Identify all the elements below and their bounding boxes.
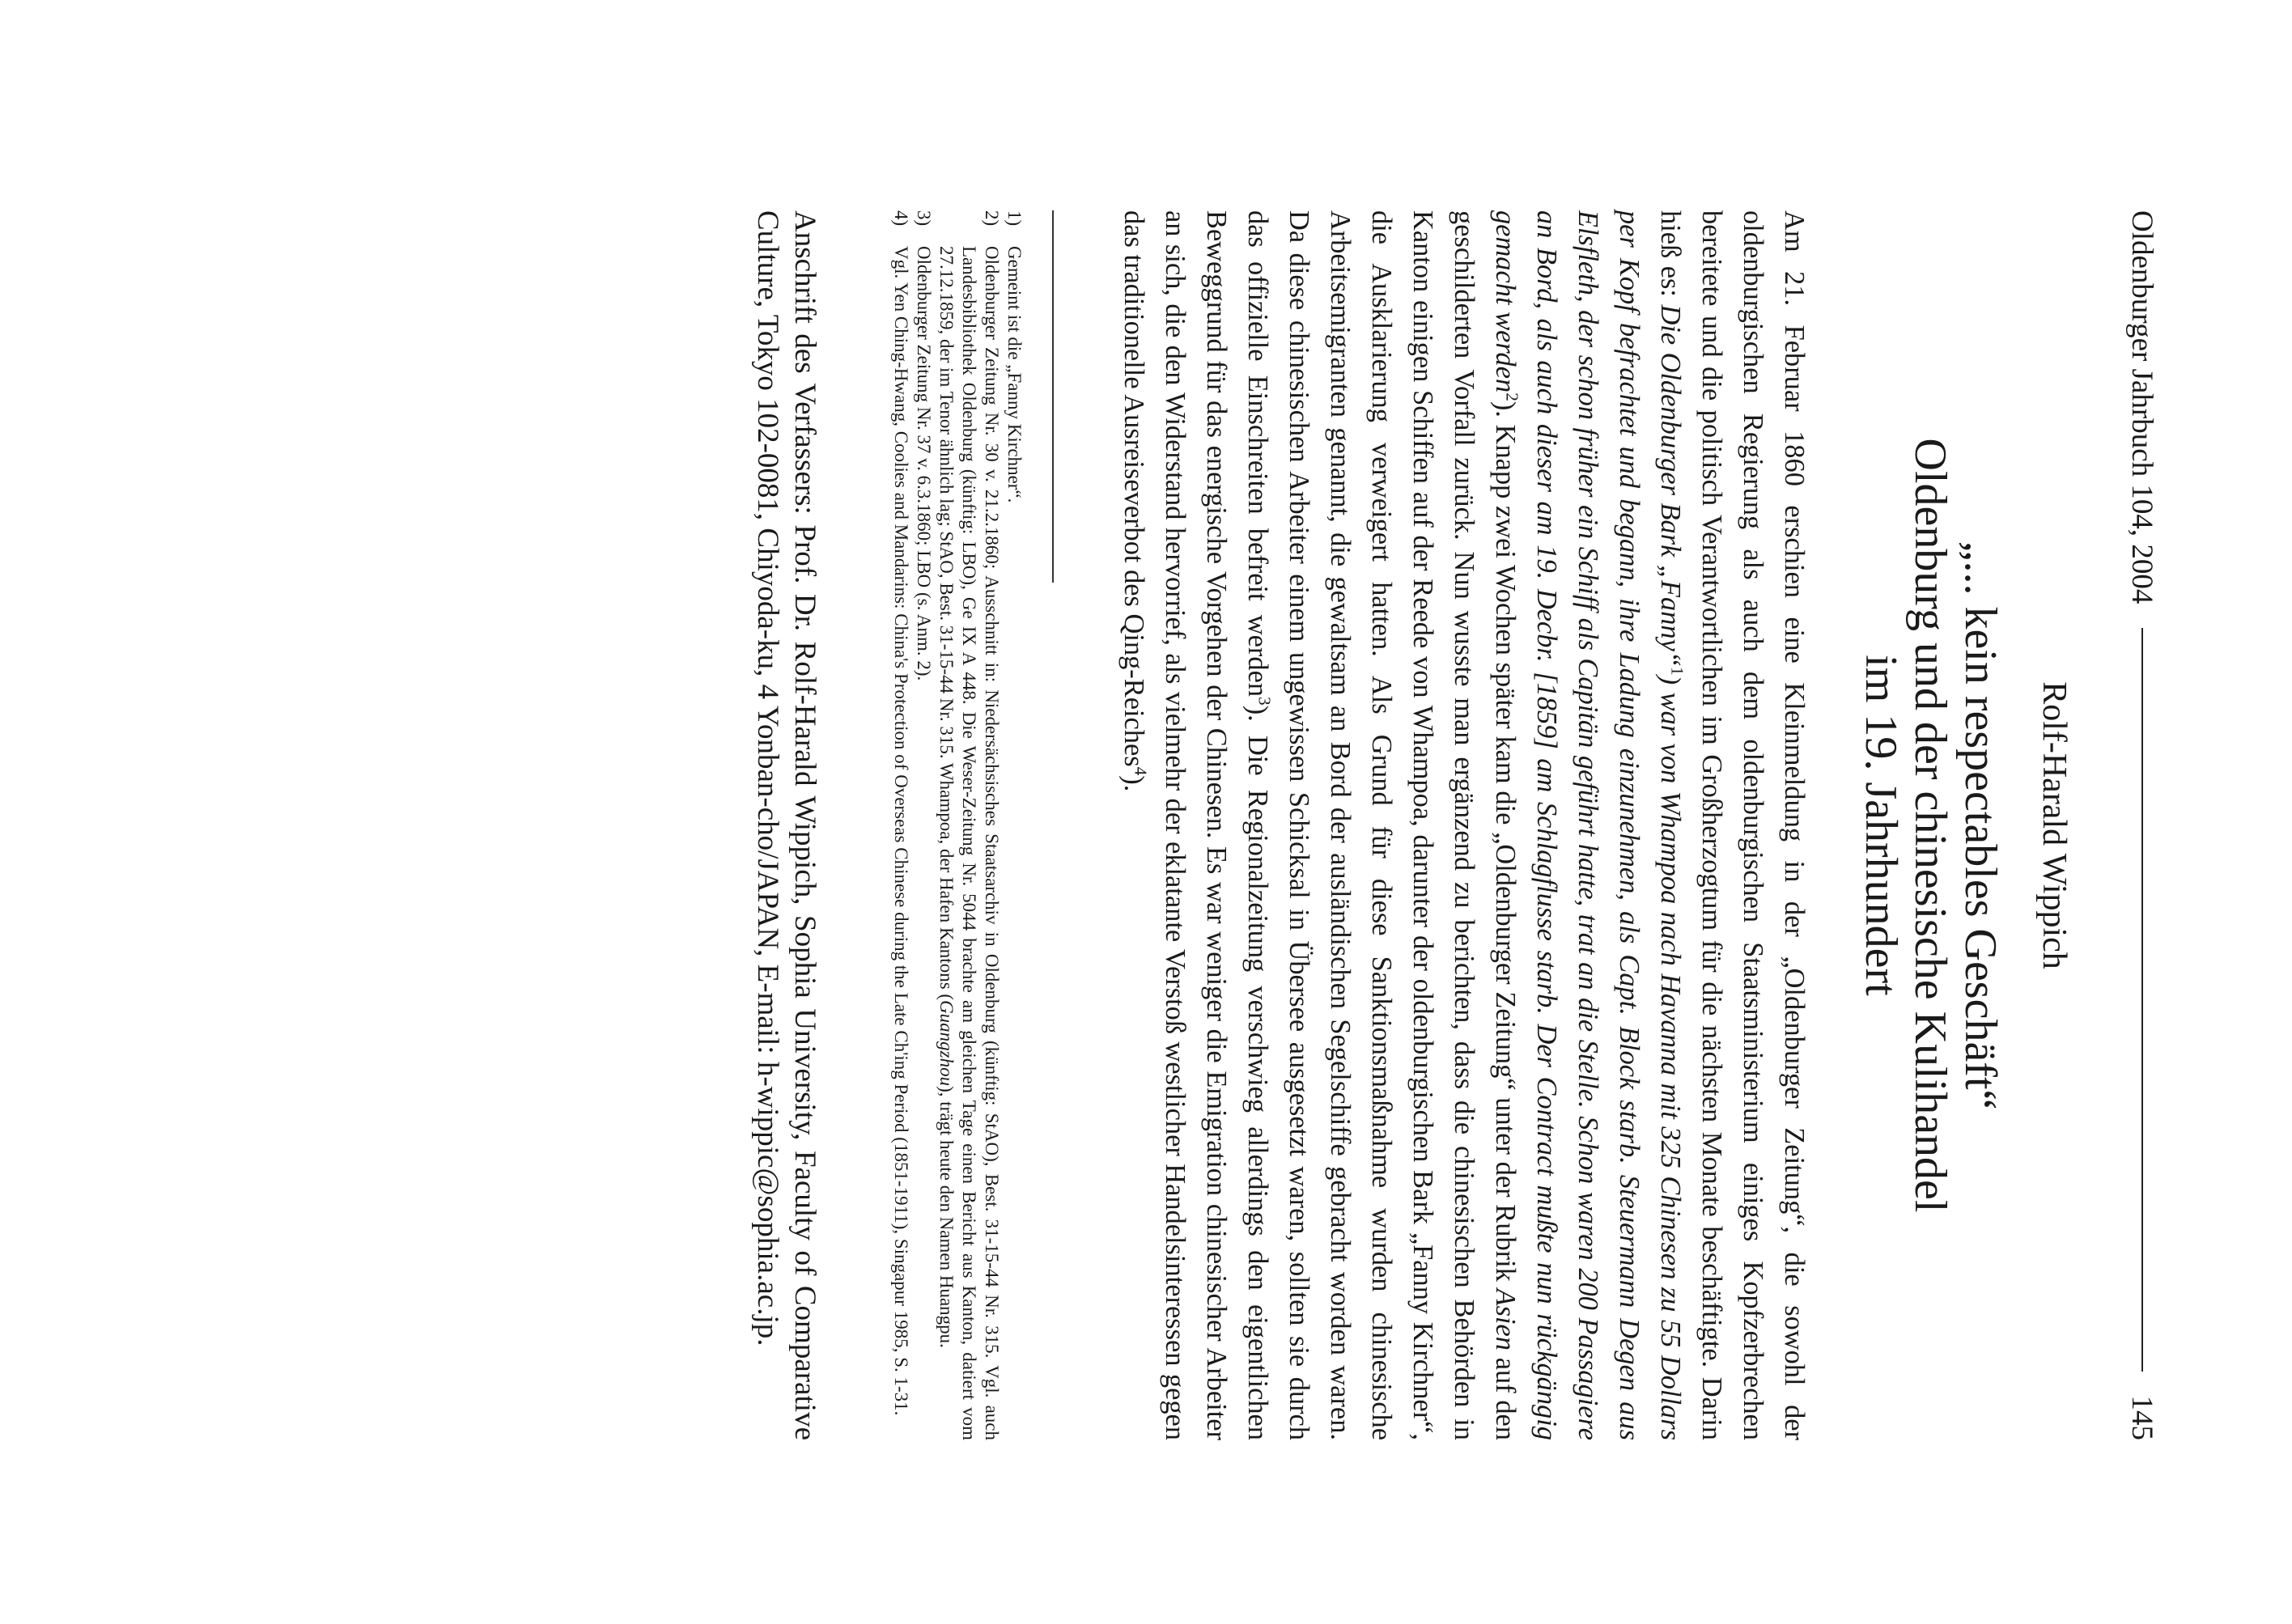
body-text-segment: ). [1490, 401, 1521, 418]
footnote-ref-1: 1 [1667, 667, 1687, 676]
footnote-ref-3: 3 [1254, 697, 1275, 706]
body-text-segment: auf den geschilderten Vorfall zurück. Nun wusste man ergänzend zu berichten, dass die chinesischen Behörden in Kanton einigen Schiffen auf der Reede von Whampoa, darunter der oldenburgischen Bark „Fanny Kirchner“, die Ausklarierung verweigert hatten. Als Grund für diese Sanktionsmaßnahme wurden chinesische Arbeitsemigranten genannt, die gewaltsam an Bord der ausländischen Segelschiffe gebracht worden waren. Da diese chinesischen Arbeiter einem ungewissen Schicksal in Übersee ausgesetzt waren, sollten sie durch das offizielle Einschreiten befreit werden [1242, 210, 1521, 1441]
footnote-text-part: Vgl. Yen Ching-Hwang, Coolies and Mandarins: China's Protection of Overseas Chinese during the Late Ch'ing Period (1851-1911), Singapur 1985, S. 1-31. [891, 246, 911, 1416]
footnote-number: 3) [914, 210, 934, 227]
footnote [935, 210, 1003, 1440]
author-name: Rolf-Harald Wippich [2035, 681, 2073, 969]
footnote-text-part: ), trägt heute den Namen Huangpu. [936, 1086, 957, 1348]
body-text-segment: Knapp zwei Wochen später kam die „Oldenburger Zeitung“ unter der Rubrik [1490, 417, 1521, 1289]
rubric-italic: Asien [1490, 1288, 1521, 1351]
journal-title: Oldenburger Jahrbuch 104, 2004 [2125, 210, 2159, 604]
body-text-segment: Am 21. Februar 1860 erschien eine Kleinmeldung in der „Oldenburger Zeitung“, die sowohl der oldenburgischen Regierung als auch dem oldenburgischen Staatsministerium einiges Kopfzerbrechen bereitete und die politisch Verantwortlichen im Großherzogtum für die nächsten Monate beschäftigte. Darin hieß es: [1655, 210, 1810, 1440]
footnote-number: 4) [891, 210, 911, 227]
footnote-text-part: Gemeint ist die „Fanny Kirchner“. [1004, 246, 1025, 503]
footnote-ref-2: 2 [1502, 392, 1522, 401]
body-text-segment: ). Die Regionalzeitung verschwieg allerdings den eigentlichen Beweggrund für das energische Vorgehen der Chinesen. Es war weniger die Emigration chinesischer Arbeiter an sich, die den Widerstand hervorrief, als vielmehr der eklatante Verstoß westlicher Handelsinteressen gegen das traditionelle Ausreiseverbot des Qing-Reiches [1118, 210, 1273, 1440]
body-text-segment: ). [1118, 775, 1149, 792]
title-line-1: „... kein respectables Geschäft“ [1955, 541, 2005, 1110]
footnote-number: 2) [982, 210, 1002, 227]
article-title [1855, 210, 2005, 1440]
footnote-text [1003, 246, 1025, 1440]
footnote-ref-4: 4 [1131, 766, 1151, 776]
footnote [1003, 210, 1025, 1440]
page-number: 145 [2125, 1395, 2159, 1440]
body-paragraph [1113, 210, 1814, 1440]
running-header [2114, 210, 2171, 1440]
footnote-number: 1) [1004, 210, 1025, 227]
quote-italic: Die Oldenburger Bark „Fanny“ [1655, 304, 1686, 668]
author-address: Anschrift des Verfassers: Prof. Dr. Rolf-Harald Wippich, Sophia University, Faculty of Comparative Culture, Tokyo 102-0081, Chiyoda-ku, 4 Yonban-cho/JAPAN, E-mail: h-wippic@sophia.ac.jp. [751, 210, 821, 1440]
title-line-3: im 19. Jahrhundert [1855, 655, 1906, 996]
title-line-2: Oldenburg und der chinesische Kulihandel [1905, 438, 1956, 1213]
footnote-italic: Guangzhou [936, 1000, 957, 1087]
footnote-text [889, 246, 912, 1440]
footnote-separator [1052, 210, 1054, 583]
footnote-text-part: Oldenburger Zeitung Nr. 37 v. 6.3.1860; LBO (s. Anm. 2). [914, 246, 934, 681]
header-rule [2141, 628, 2143, 1371]
footnote [889, 210, 912, 1440]
footnotes [889, 210, 1025, 1440]
footnote [912, 210, 935, 1440]
footnote-text [912, 246, 935, 1440]
footnote-text-part: Oldenburger Zeitung Nr. 30 v. 21.2.1860; Ausschnitt in: Niedersächsisches Staatsarchiv in Oldenburg (künftig: StAO), Best. 31-15-44 Nr. 315. Vgl. auch Landesbibliothek Oldenburg (künftig: LBO), Ge IX A 448. Die Weser-Zeitung Nr. 5044 brachte am gleichen Tage einen Bericht aus Kanton, datiert vom 27.12.1859, der im Tenor ähnlich lag; StAO, Best. 31-15-44 Nr. 315. Whampoa, der Hafen Kantons ( [936, 246, 1002, 1440]
quote-italic: ) war von Whampoa nach Havanna mit 325 Chinesen zu 55 Dollars per Kopf befrachtet und begann, ihre Ladung einzunehmen, als Capt. Block starb. Steuermann Degen aus Elsfleth, der schon früher ein Schiff als Capitän geführt hatte, trat an die Stelle. Schon waren 200 Passagiere an Bord, als auch dieser am 19. Decbr. [1859] am Schlagflusse starb. Der Contract mußte nun rückgängig gemacht werden [1490, 210, 1686, 1440]
body-text [1113, 210, 1814, 1440]
footnote-text [935, 246, 1003, 1440]
